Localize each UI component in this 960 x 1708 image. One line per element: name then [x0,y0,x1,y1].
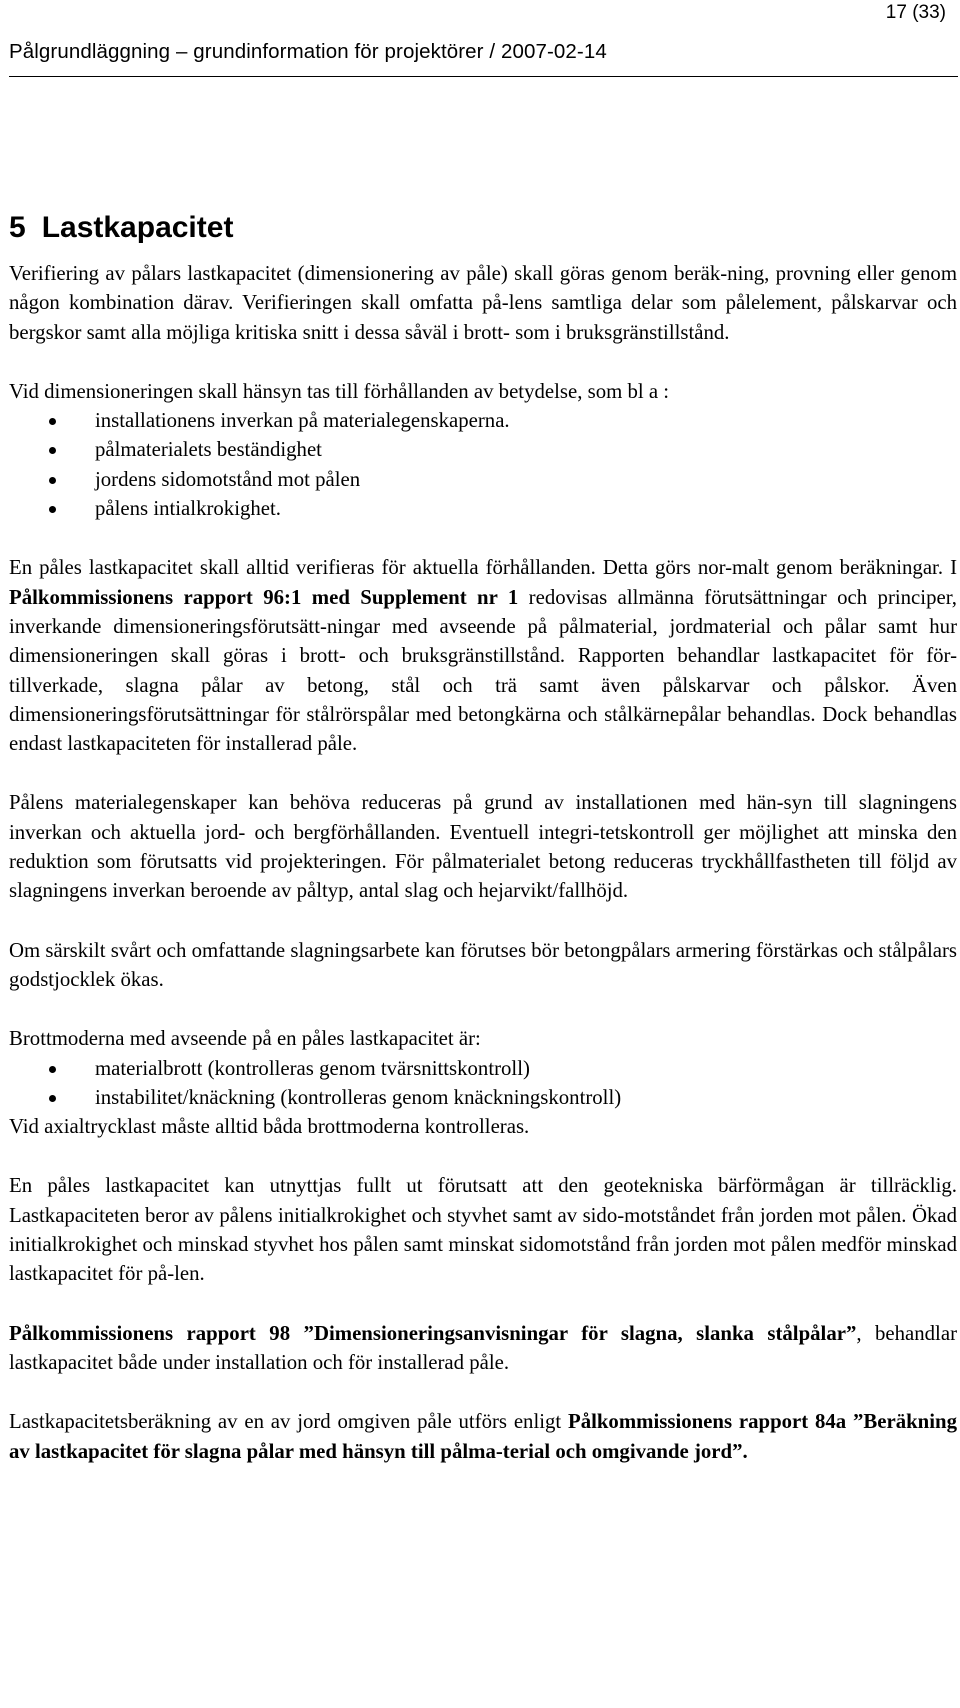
paragraph-difficult-driving: Om särskilt svårt och omfattande slagningsarbete kan förutses bör betongpålars armering förstärkas och stålpålars godstjocklek ökas. [9,938,957,991]
document-body [9,210,957,1466]
list-item: instabilitet/knäckning (kontrolleras genom knäckningskontroll) [9,1083,957,1112]
paragraph-utilization: En påles lastkapacitet kan utnyttjas fullt ut förutsatt att den geotekniska bärförmågan är tillräcklig. Lastkapaciteten beror av pålens initialkrokighet och styvhet samt av sido-motståndet från jorden mot pålen. Ökad initialkrokighet och minskad styvhet hos pålen samt minskat sidomotstånd från jorden mot pålen medför minskad lastkapacitet för på-len. [9,1174,957,1286]
text-run: . [742,1439,748,1463]
section-heading [9,210,957,246]
considerations-list [9,406,957,523]
list-item: installationens inverkan på materialegenskaperna. [9,406,957,435]
paragraph-verification: Verifiering av pålars lastkapacitet (dimensionering av påle) skall göras genom beräk-ning, provning eller genom någon kombination därav. Verifieringen skall omfatta på-lens samtliga delar som pålelement, pålskarvar och bergskor samt alla möjliga kritiska snitt i dessa såväl i brott- som i bruksgränstillstånd. [9,262,957,344]
text-run: En påles lastkapacitet skall alltid verifieras för aktuella förhållanden. Detta görs nor-malt genom beräkningar. I [9,556,957,580]
paragraph-report-84a [9,1407,957,1466]
paragraph-material-properties: Pålens materialegenskaper kan behöva reduceras på grund av installationen med hän-syn till slagningens inverkan och aktuella jord- och bergförhållanden. Eventuell integri-tetskontroll ger möjlighet att minska den reduktion som förutsatts vid projekteringen. För pålmaterialet betong reduceras tryckhållfastheten till följd av slagningens inverkan beroende av påltyp, antal slag och hejarvikt/fallhöjd. [9,791,957,903]
list-item: pålmaterialets beständighet [9,435,957,464]
paragraph-capacity-verification [9,553,957,758]
text-run: redovisas allmänna förutsättningar och principer, inverkande dimensioneringsförutsätt-ningar med avseende på pålmaterial, jordmaterial och pålar samt hur dimensioneringen skall göras i brott- och bruksgränstillstånd. Rapporten behandlar lastkapacitet för för-tillverkade, slagna pålar av betong, stål och trä samt även pålskarvar och pålskor. Även dimensioneringsförutsättningar för stålrörspålar med betongkärna och stålkärnepålar behandlas. Dock behandlas endast lastkapaciteten för installerad påle. [9,585,957,756]
running-header: Pålgrundläggning – grundinformation för projektörer / 2007-02-14 [9,40,607,63]
text-run: , behandlar lastkapacitet både under installation och för installerad påle. [9,1321,957,1374]
section-title: Lastkapacitet [41,211,234,244]
report-reference: Pålkommissionens rapport 98 ”Dimensioneringsanvisningar för slagna, slanka stålpålar” [9,1321,857,1345]
paragraph-axial-load: Vid axialtrycklast måste alltid båda brottmoderna kontrolleras. [9,1115,530,1139]
paragraph-dimensioning-intro: Vid dimensioneringen skall hänsyn tas till förhållanden av betydelse, som bl a : [9,379,670,403]
page-number: 17 (33) [885,2,946,23]
text-run: Lastkapacitetsberäkning av en av jord omgiven påle utförs enligt [9,1410,568,1434]
list-item: pålens intialkrokighet. [9,494,957,523]
header-rule [9,76,958,77]
section-number: 5 [9,211,26,244]
failure-modes-list [9,1054,957,1113]
list-item: materialbrott (kontrolleras genom tvärsnittskontroll) [9,1054,957,1083]
report-reference: Pålkommissionens rapport 84a ”Beräkning av lastkapacitet för slagna pålar med hänsyn till pålma-terial och omgivande jord” [9,1410,957,1463]
paragraph-failure-modes-intro: Brottmoderna med avseende på en påles lastkapacitet är: [9,1027,481,1051]
paragraph-report-98 [9,1319,957,1378]
list-item: jordens sidomotstånd mot pålen [9,465,957,494]
report-reference: Pålkommissionens rapport 96:1 med Supplement nr 1 [9,585,519,609]
